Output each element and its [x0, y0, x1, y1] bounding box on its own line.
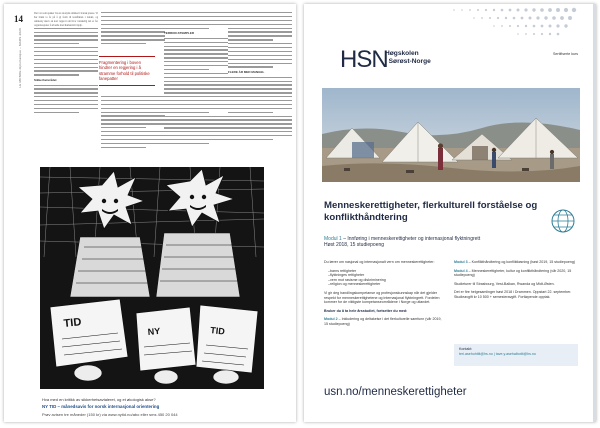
practical-info: Det er fire helgesamlinger høst 2018 i Drammen. Oppstart 22. september. Studieavgift kr 10 500 + semesteravgift. Fortløpende opptak. [454, 290, 572, 299]
column-1-heading: Sikkerhetsrådet [34, 77, 57, 82]
study-trips: Studieturer til Strasbourg, Vest-Balkan, Rwanda og Midt-Østen. [454, 281, 555, 286]
intro-paragraph-1: Du lærer om nasjonal og internasjonalt vern om menneskerettigheter: [324, 260, 435, 264]
cartoon-illustration [40, 167, 264, 389]
module-4-label: Modul 4 [454, 268, 468, 273]
module-4 [454, 269, 578, 278]
module-1-heading [324, 236, 574, 249]
module-4-text: – Menneskerettigheter, kultur og konflikthåndtering (vår 2020, 15 studiepoeng) [454, 268, 572, 278]
intro-list-item: – vern mot rasisme og diskriminering [328, 278, 442, 283]
text-column-3 [164, 12, 228, 164]
module-2-text: – Inkludering og deltakelse i det flerkulturelle samfunn (vår 2019, 15 studiepoeng) [324, 317, 442, 326]
globe-icon [550, 208, 576, 234]
refugee-camp-photo [322, 88, 580, 182]
intro-paragraph-2: Vi gir deg handlingskompetanse og profesjonskunnskap når det gjelder respekt for menneskerettighetene og internasjonal flyktningrett. Fordelen kommer for de viktigste kompetanseområdene i Norge og utlandet. [324, 290, 440, 305]
hsn-logo[interactable] [340, 46, 431, 74]
page-edge-accent [593, 4, 596, 422]
column-1-lead: Det var som spøker fra en anonym artikkel i fransk presse. Vi har brukt to år på å gi form til konflikten i landet, og Amnesty skrev en kort rapport om hvor vanskelig det er for organisasjoner å arbeide med humanitær hjelp. [34, 12, 98, 27]
logo-name-line-2: i Sørøst-Norge [385, 58, 431, 65]
svg-text:NY: NY [147, 325, 161, 337]
intro-column [324, 260, 442, 331]
module-1-sub: Høst 2018, 15 studiepoeng [324, 242, 385, 249]
module-1-label: Modul 1 [324, 236, 342, 242]
logo-mark: HSN [340, 46, 388, 73]
contact-label: Kontakt: [459, 347, 473, 351]
intro-lead: Bruker du å ta hele årsstudiet, fortsetter du med: [324, 308, 408, 313]
column-4-heading: FLERE ÅR MED MANGEL [228, 69, 265, 74]
logo-name-line-1: Høgskolen [385, 50, 419, 57]
ad-url-link[interactable]: usn.no/menneskerettigheter [324, 386, 467, 398]
intro-module-2 [324, 317, 442, 326]
module-3-label: Modul 3 [454, 260, 468, 264]
modules-column [454, 260, 578, 304]
svg-text:TID: TID [209, 325, 226, 337]
text-column-1 [34, 12, 98, 116]
column-3-heading: TERROR-STEMPLER [164, 30, 194, 35]
module-3 [454, 260, 578, 265]
intro-list-item: – flyktninges rettigheter [328, 273, 442, 278]
ad-label: Sertifiserte kurs [553, 52, 578, 56]
decorative-dot-pattern [304, 4, 596, 44]
module-3-text: – Konflikthåndtering og konfliktløsning (høst 2019, 15 studiepoeng) [468, 260, 576, 264]
svg-text:TID: TID [63, 316, 82, 330]
cartoon-caption: Hva med en kritikk av sikkerhetsavtaleret, og et økologisk akse? [42, 397, 156, 402]
advertisement-page [304, 4, 596, 422]
text-column-4 [228, 12, 292, 164]
running-head: LE MONDE diplomatique – MARS 2020 [18, 28, 22, 88]
subscription-offer: Prøv avisen tre måneder (150 kr) via www.nytid.no/abo eller sms 450 20 044 [42, 412, 178, 417]
module-2-label: Modul 2 [324, 317, 338, 322]
intro-list-item: – religion og menneskerettigheter [328, 282, 442, 287]
text-column-2b [101, 96, 165, 162]
intro-list-item: – barns rettigheter [328, 269, 442, 274]
pull-quote: Fragmentering i boven hindrer en regjering i å stramme forhold til politiske fanepatter [99, 56, 155, 86]
module-1-text: – Innføring i menneskerettigheter og internasjonal flyktningrett [343, 236, 481, 242]
contact-box [454, 344, 578, 366]
logo-name [385, 50, 431, 66]
contact-emails[interactable]: teri.asehuhitit@hs.no | tave.y.asehalbotit@hs.no [459, 351, 536, 356]
text-column-2 [101, 12, 165, 54]
publication-credit: NY TID – månedsavis for norsk internasjonal orientering [42, 404, 160, 409]
page-number: 14 [14, 14, 23, 24]
intro-list [328, 269, 442, 287]
ad-title: Menneskerettigheter, flerkulturell forståelse og konflikthåndtering [324, 200, 538, 223]
left-page [4, 4, 296, 422]
